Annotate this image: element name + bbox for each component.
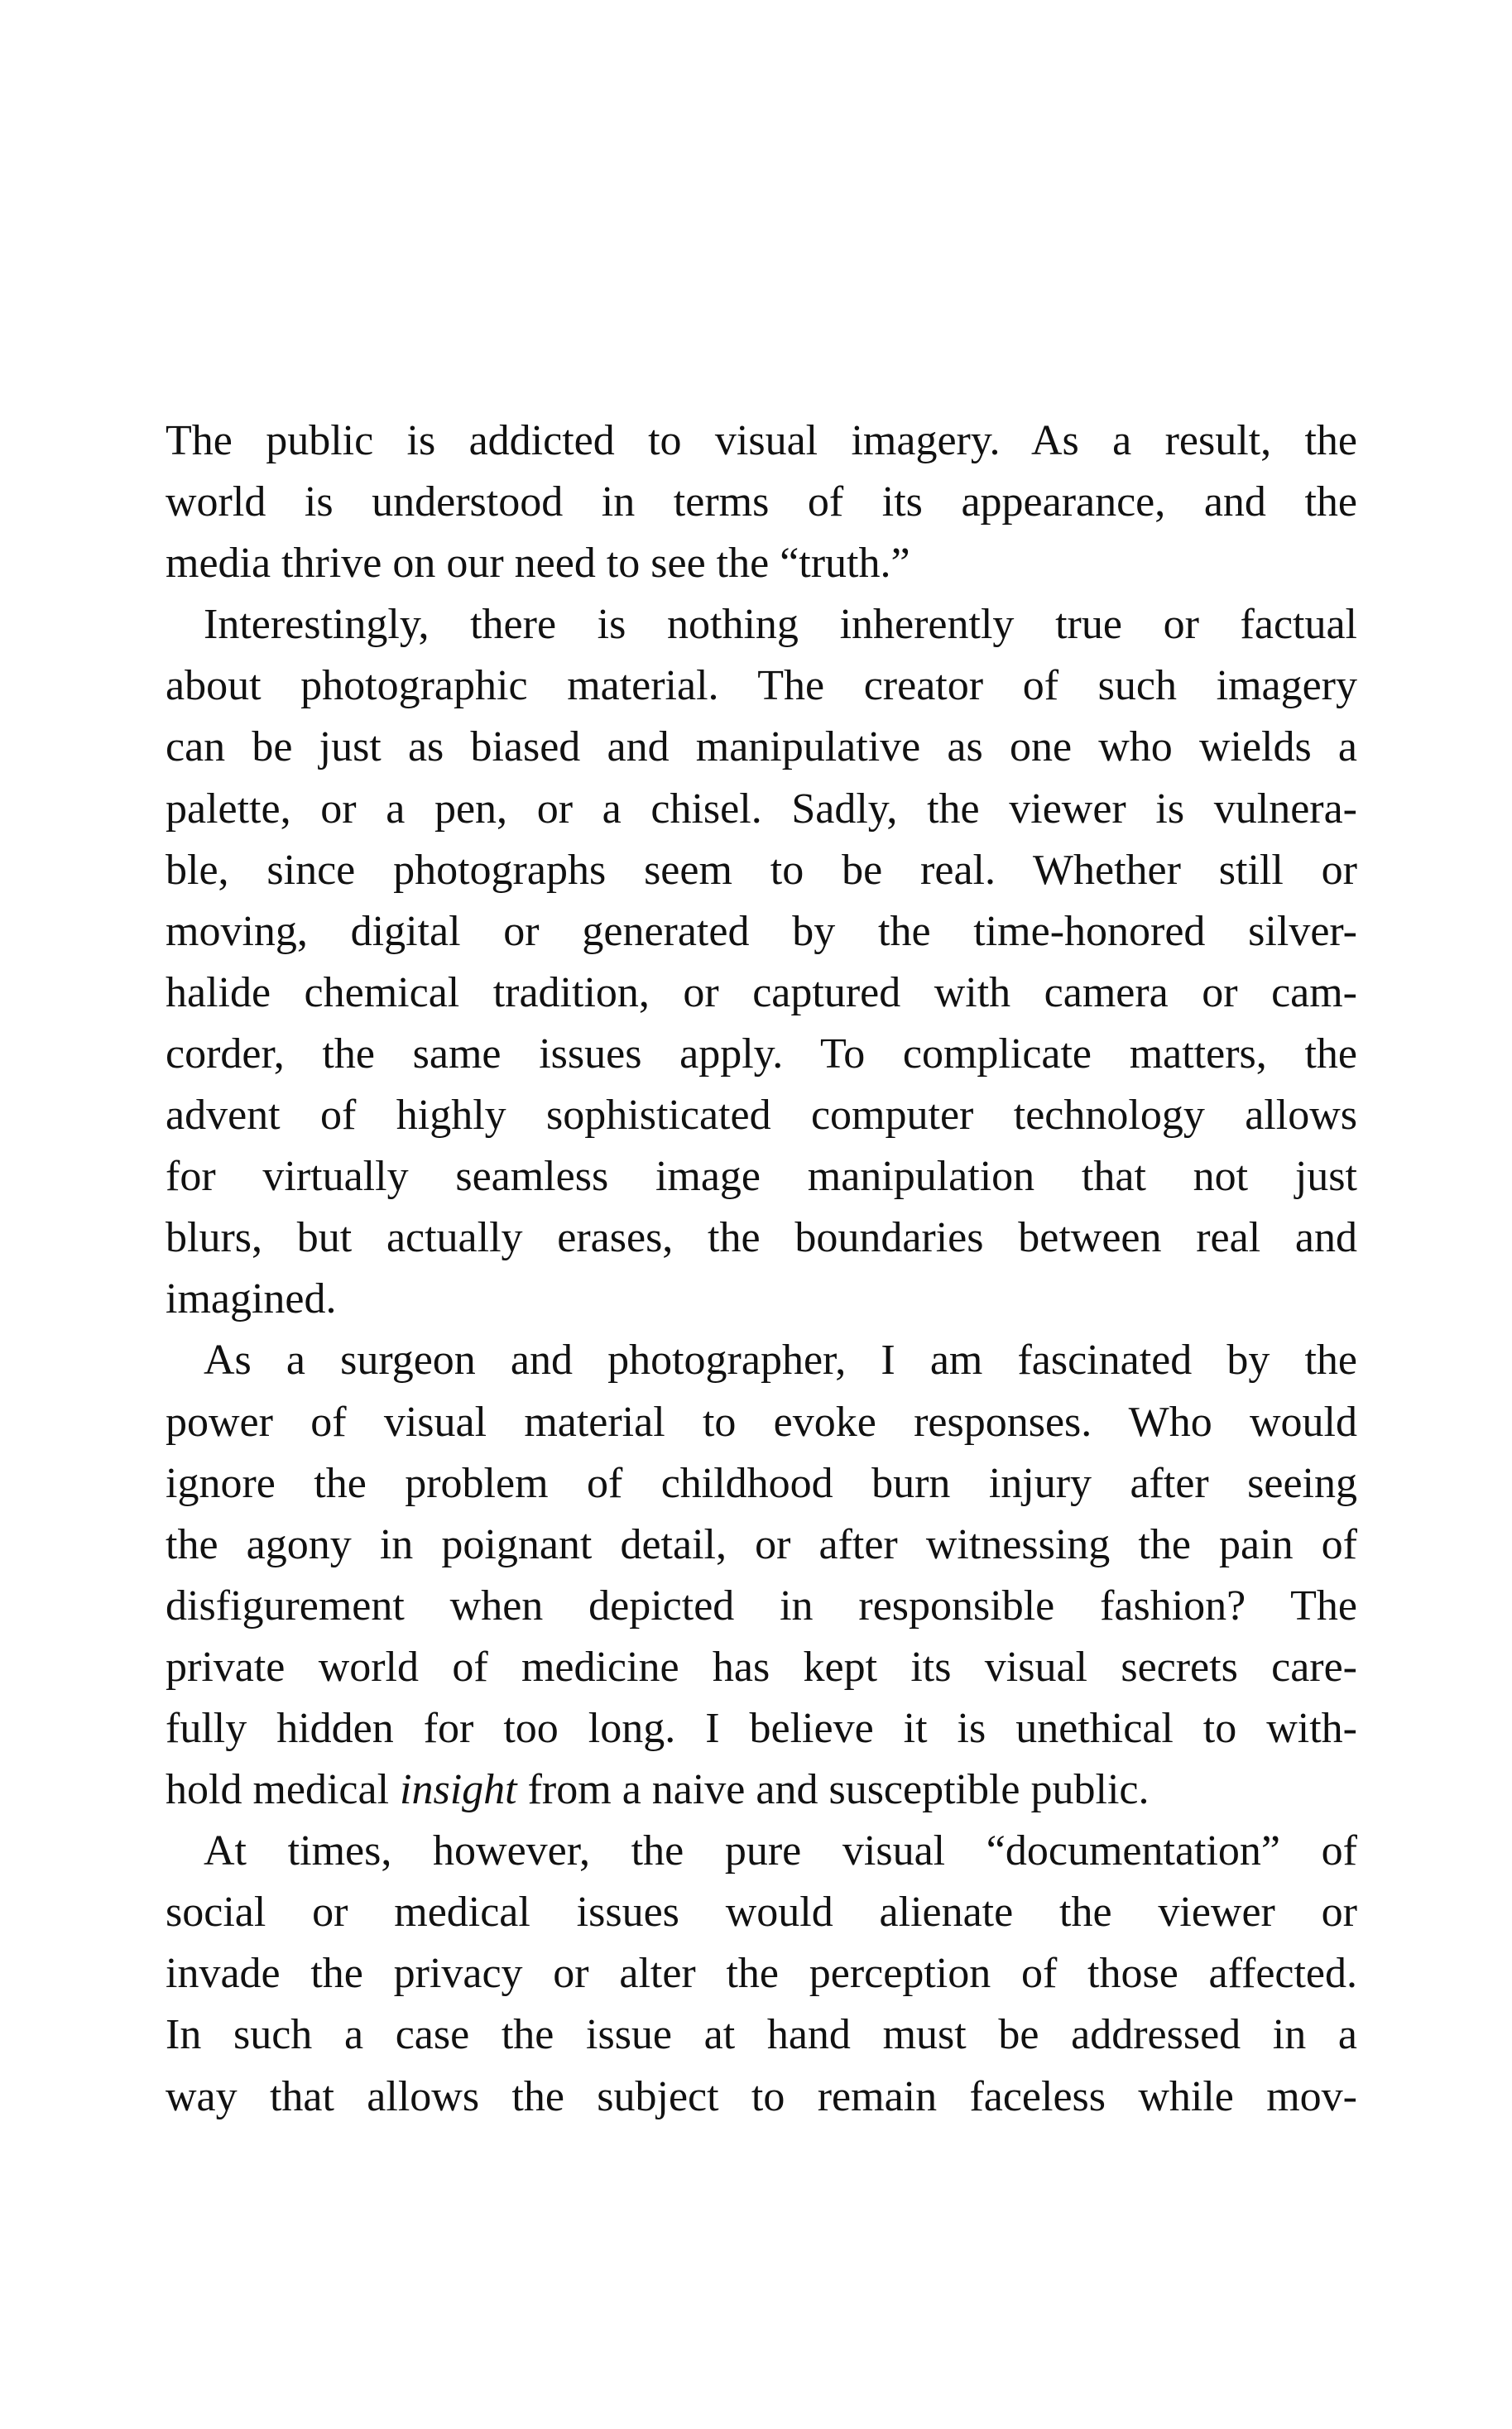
text-line: In such a case the issue at hand must be addressed in a: [166, 2011, 1357, 2059]
text-line: power of visual material to evoke responses. Who would: [166, 1398, 1357, 1446]
italic-word: insight: [400, 1766, 517, 1814]
body-text: [166, 410, 1357, 2128]
text-line: At times, however, the pure visual “documentation” of: [204, 1827, 1357, 1875]
text-line: blurs, but actually erases, the boundaries between real and: [166, 1214, 1357, 1262]
paragraph: [166, 1821, 1357, 2127]
text-line: media thrive on our need to see the “truth.”: [166, 540, 910, 588]
text-segment: from a naive and susceptible public.: [516, 1766, 1150, 1814]
text-line: private world of medicine has kept its visual secrets care-: [166, 1643, 1357, 1691]
text-segment: hold medical: [166, 1766, 401, 1814]
text-line: Interestingly, there is nothing inherently true or factual: [204, 601, 1357, 649]
text-line: imagined.: [166, 1275, 337, 1323]
text-line: advent of highly sophisticated computer technology allows: [166, 1092, 1357, 1140]
text-line: for virtually seamless image manipulation that not just: [166, 1153, 1357, 1201]
text-line: halide chemical tradition, or captured with camera or cam-: [166, 968, 1357, 1016]
text-line: can be just as biased and manipulative as one who wields a: [166, 723, 1357, 771]
text-line: social or medical issues would alienate the viewer or: [166, 1889, 1357, 1937]
text-line: ignore the problem of childhood burn injury after seeing: [166, 1459, 1357, 1507]
text-line: As a surgeon and photographer, I am fascinated by the: [204, 1337, 1357, 1385]
text-line: palette, or a pen, or a chisel. Sadly, the viewer is vulnera-: [166, 785, 1357, 833]
paragraph: [166, 594, 1357, 1330]
text-line: corder, the same issues apply. To complicate matters, the: [166, 1030, 1357, 1078]
paragraph: [166, 410, 1357, 594]
text-line: invade the privacy or alter the perception of those affected.: [166, 1950, 1357, 1998]
text-line-with-italic: [166, 1759, 1357, 1821]
text-line: The public is addicted to visual imagery. As a result, the: [166, 417, 1357, 464]
text-line: about photographic material. The creator of such imagery: [166, 662, 1357, 710]
text-line: fully hidden for too long. I believe it is unethical to with-: [166, 1704, 1357, 1752]
text-line: the agony in poignant detail, or after witnessing the pain of: [166, 1520, 1357, 1568]
text-line: disfigurement when depicted in responsible fashion? The: [166, 1582, 1357, 1630]
text-line: world is understood in terms of its appearance, and the: [166, 478, 1357, 526]
paragraph: [166, 1330, 1357, 1821]
text-line: way that allows the subject to remain faceless while mov-: [166, 2072, 1357, 2120]
text-line: moving, digital or generated by the time-honored silver-: [166, 907, 1357, 955]
text-line: ble, since photographs seem to be real. Whether still or: [166, 846, 1357, 894]
